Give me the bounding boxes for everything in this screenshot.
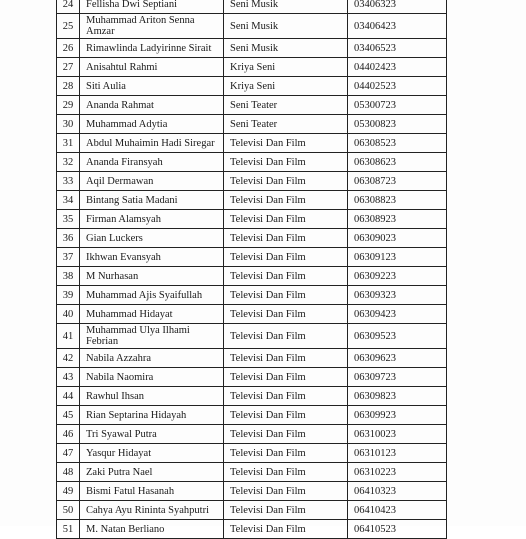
- student-id: 06410523: [348, 520, 447, 539]
- student-id: 03406323: [348, 0, 447, 14]
- student-id: 06310123: [348, 444, 447, 463]
- study-program: Televisi Dan Film: [224, 501, 348, 520]
- student-name: Ikhwan Evansyah: [80, 248, 224, 267]
- student-id: 03406423: [348, 14, 447, 39]
- student-id: 06308723: [348, 172, 447, 191]
- study-program: Televisi Dan Film: [224, 286, 348, 305]
- row-number: 24: [57, 0, 80, 14]
- row-number: 40: [57, 305, 80, 324]
- student-name: Ananda Firansyah: [80, 153, 224, 172]
- student-name: Ananda Rahmat: [80, 96, 224, 115]
- table-row: [57, 305, 447, 324]
- student-id: 06410423: [348, 501, 447, 520]
- row-number: 46: [57, 425, 80, 444]
- study-program: Televisi Dan Film: [224, 305, 348, 324]
- study-program: Televisi Dan Film: [224, 444, 348, 463]
- table-row: [57, 153, 447, 172]
- student-name: Muhammad Ulya Ilhami Febrian: [80, 324, 224, 349]
- student-name: Firman Alamsyah: [80, 210, 224, 229]
- student-id: 06309423: [348, 305, 447, 324]
- row-number: 50: [57, 501, 80, 520]
- student-name: Yasqur Hidayat: [80, 444, 224, 463]
- student-id: 06309523: [348, 324, 447, 349]
- study-program: Kriya Seni: [224, 77, 348, 96]
- table-row: [57, 387, 447, 406]
- student-name: Muhammad Ajis Syaifullah: [80, 286, 224, 305]
- row-number: 48: [57, 463, 80, 482]
- row-number: 33: [57, 172, 80, 191]
- student-list-table: [56, 0, 447, 539]
- study-program: Kriya Seni: [224, 58, 348, 77]
- student-name: Abdul Muhaimin Hadi Siregar: [80, 134, 224, 153]
- row-number: 45: [57, 406, 80, 425]
- study-program: Televisi Dan Film: [224, 520, 348, 539]
- study-program: Televisi Dan Film: [224, 463, 348, 482]
- student-name: Rian Septarina Hidayah: [80, 406, 224, 425]
- study-program: Televisi Dan Film: [224, 248, 348, 267]
- student-id: 06309723: [348, 368, 447, 387]
- student-name: Tri Syawal Putra: [80, 425, 224, 444]
- student-name: Fellisha Dwi Septiani: [80, 0, 224, 14]
- study-program: Televisi Dan Film: [224, 324, 348, 349]
- student-name: Cahya Ayu Rininta Syahputri: [80, 501, 224, 520]
- table-row: [57, 115, 447, 134]
- student-name: Rimawlinda Ladyirinne Sirait: [80, 39, 224, 58]
- student-name: Muhammad Ariton Senna Amzar: [80, 14, 224, 39]
- student-id: 05300823: [348, 115, 447, 134]
- table-row: [57, 520, 447, 539]
- row-number: 41: [57, 324, 80, 349]
- student-name: Muhammad Adytia: [80, 115, 224, 134]
- table-row: [57, 425, 447, 444]
- row-number: 34: [57, 191, 80, 210]
- student-id: 06310223: [348, 463, 447, 482]
- table-row: [57, 172, 447, 191]
- student-name: Anisahtul Rahmi: [80, 58, 224, 77]
- student-name: Bintang Satia Madani: [80, 191, 224, 210]
- table-row: [57, 58, 447, 77]
- student-id: 06309623: [348, 349, 447, 368]
- study-program: Televisi Dan Film: [224, 153, 348, 172]
- study-program: Televisi Dan Film: [224, 406, 348, 425]
- table-row: [57, 368, 447, 387]
- row-number: 26: [57, 39, 80, 58]
- study-program: Televisi Dan Film: [224, 482, 348, 501]
- row-number: 32: [57, 153, 80, 172]
- student-name: Aqil Dermawan: [80, 172, 224, 191]
- row-number: 39: [57, 286, 80, 305]
- table-row: [57, 248, 447, 267]
- row-number: 27: [57, 58, 80, 77]
- study-program: Televisi Dan Film: [224, 172, 348, 191]
- student-id: 03406523: [348, 39, 447, 58]
- row-number: 49: [57, 482, 80, 501]
- table-row: [57, 210, 447, 229]
- study-program: Televisi Dan Film: [224, 387, 348, 406]
- table-row: [57, 444, 447, 463]
- study-program: Televisi Dan Film: [224, 368, 348, 387]
- student-id: 06309023: [348, 229, 447, 248]
- table-row: [57, 324, 447, 349]
- student-name: Zaki Putra Nael: [80, 463, 224, 482]
- student-name: Siti Aulia: [80, 77, 224, 96]
- student-name: Nabila Naomira: [80, 368, 224, 387]
- row-number: 43: [57, 368, 80, 387]
- student-id: 06308923: [348, 210, 447, 229]
- row-number: 42: [57, 349, 80, 368]
- student-name: Rawhul Ihsan: [80, 387, 224, 406]
- row-number: 47: [57, 444, 80, 463]
- table-row: [57, 14, 447, 39]
- study-program: Seni Teater: [224, 115, 348, 134]
- table-row: [57, 501, 447, 520]
- student-id: 04402423: [348, 58, 447, 77]
- table-row: [57, 191, 447, 210]
- table-row: [57, 96, 447, 115]
- row-number: 30: [57, 115, 80, 134]
- study-program: Televisi Dan Film: [224, 134, 348, 153]
- table-row: [57, 286, 447, 305]
- table-row: [57, 229, 447, 248]
- table-row: [57, 406, 447, 425]
- table-row: [57, 0, 447, 14]
- table-row: [57, 134, 447, 153]
- table-row: [57, 77, 447, 96]
- study-program: Televisi Dan Film: [224, 425, 348, 444]
- row-number: 38: [57, 267, 80, 286]
- study-program: Seni Musik: [224, 39, 348, 58]
- study-program: Seni Musik: [224, 0, 348, 14]
- study-program: Seni Teater: [224, 96, 348, 115]
- study-program: Televisi Dan Film: [224, 210, 348, 229]
- table-row: [57, 349, 447, 368]
- student-id: 06309123: [348, 248, 447, 267]
- student-name: Muhammad Hidayat: [80, 305, 224, 324]
- row-number: 51: [57, 520, 80, 539]
- study-program: Televisi Dan Film: [224, 191, 348, 210]
- student-id: 04402523: [348, 77, 447, 96]
- study-program: Televisi Dan Film: [224, 349, 348, 368]
- student-id: 06309323: [348, 286, 447, 305]
- table-row: [57, 267, 447, 286]
- student-name: M. Natan Berliano: [80, 520, 224, 539]
- row-number: 31: [57, 134, 80, 153]
- row-number: 44: [57, 387, 80, 406]
- student-name: M Nurhasan: [80, 267, 224, 286]
- student-id: 06309923: [348, 406, 447, 425]
- student-id: 06310023: [348, 425, 447, 444]
- student-id: 05300723: [348, 96, 447, 115]
- table-row: [57, 39, 447, 58]
- student-id: 06308623: [348, 153, 447, 172]
- study-program: Seni Musik: [224, 14, 348, 39]
- table-row: [57, 463, 447, 482]
- row-number: 29: [57, 96, 80, 115]
- study-program: Televisi Dan Film: [224, 229, 348, 248]
- student-id: 06410323: [348, 482, 447, 501]
- row-number: 36: [57, 229, 80, 248]
- table-row: [57, 482, 447, 501]
- student-id: 06309223: [348, 267, 447, 286]
- row-number: 28: [57, 77, 80, 96]
- row-number: 37: [57, 248, 80, 267]
- student-name: Gian Luckers: [80, 229, 224, 248]
- student-id: 06308523: [348, 134, 447, 153]
- student-id: 06309823: [348, 387, 447, 406]
- row-number: 35: [57, 210, 80, 229]
- row-number: 25: [57, 14, 80, 39]
- study-program: Televisi Dan Film: [224, 267, 348, 286]
- student-name: Bismi Fatul Hasanah: [80, 482, 224, 501]
- student-name: Nabila Azzahra: [80, 349, 224, 368]
- student-id: 06308823: [348, 191, 447, 210]
